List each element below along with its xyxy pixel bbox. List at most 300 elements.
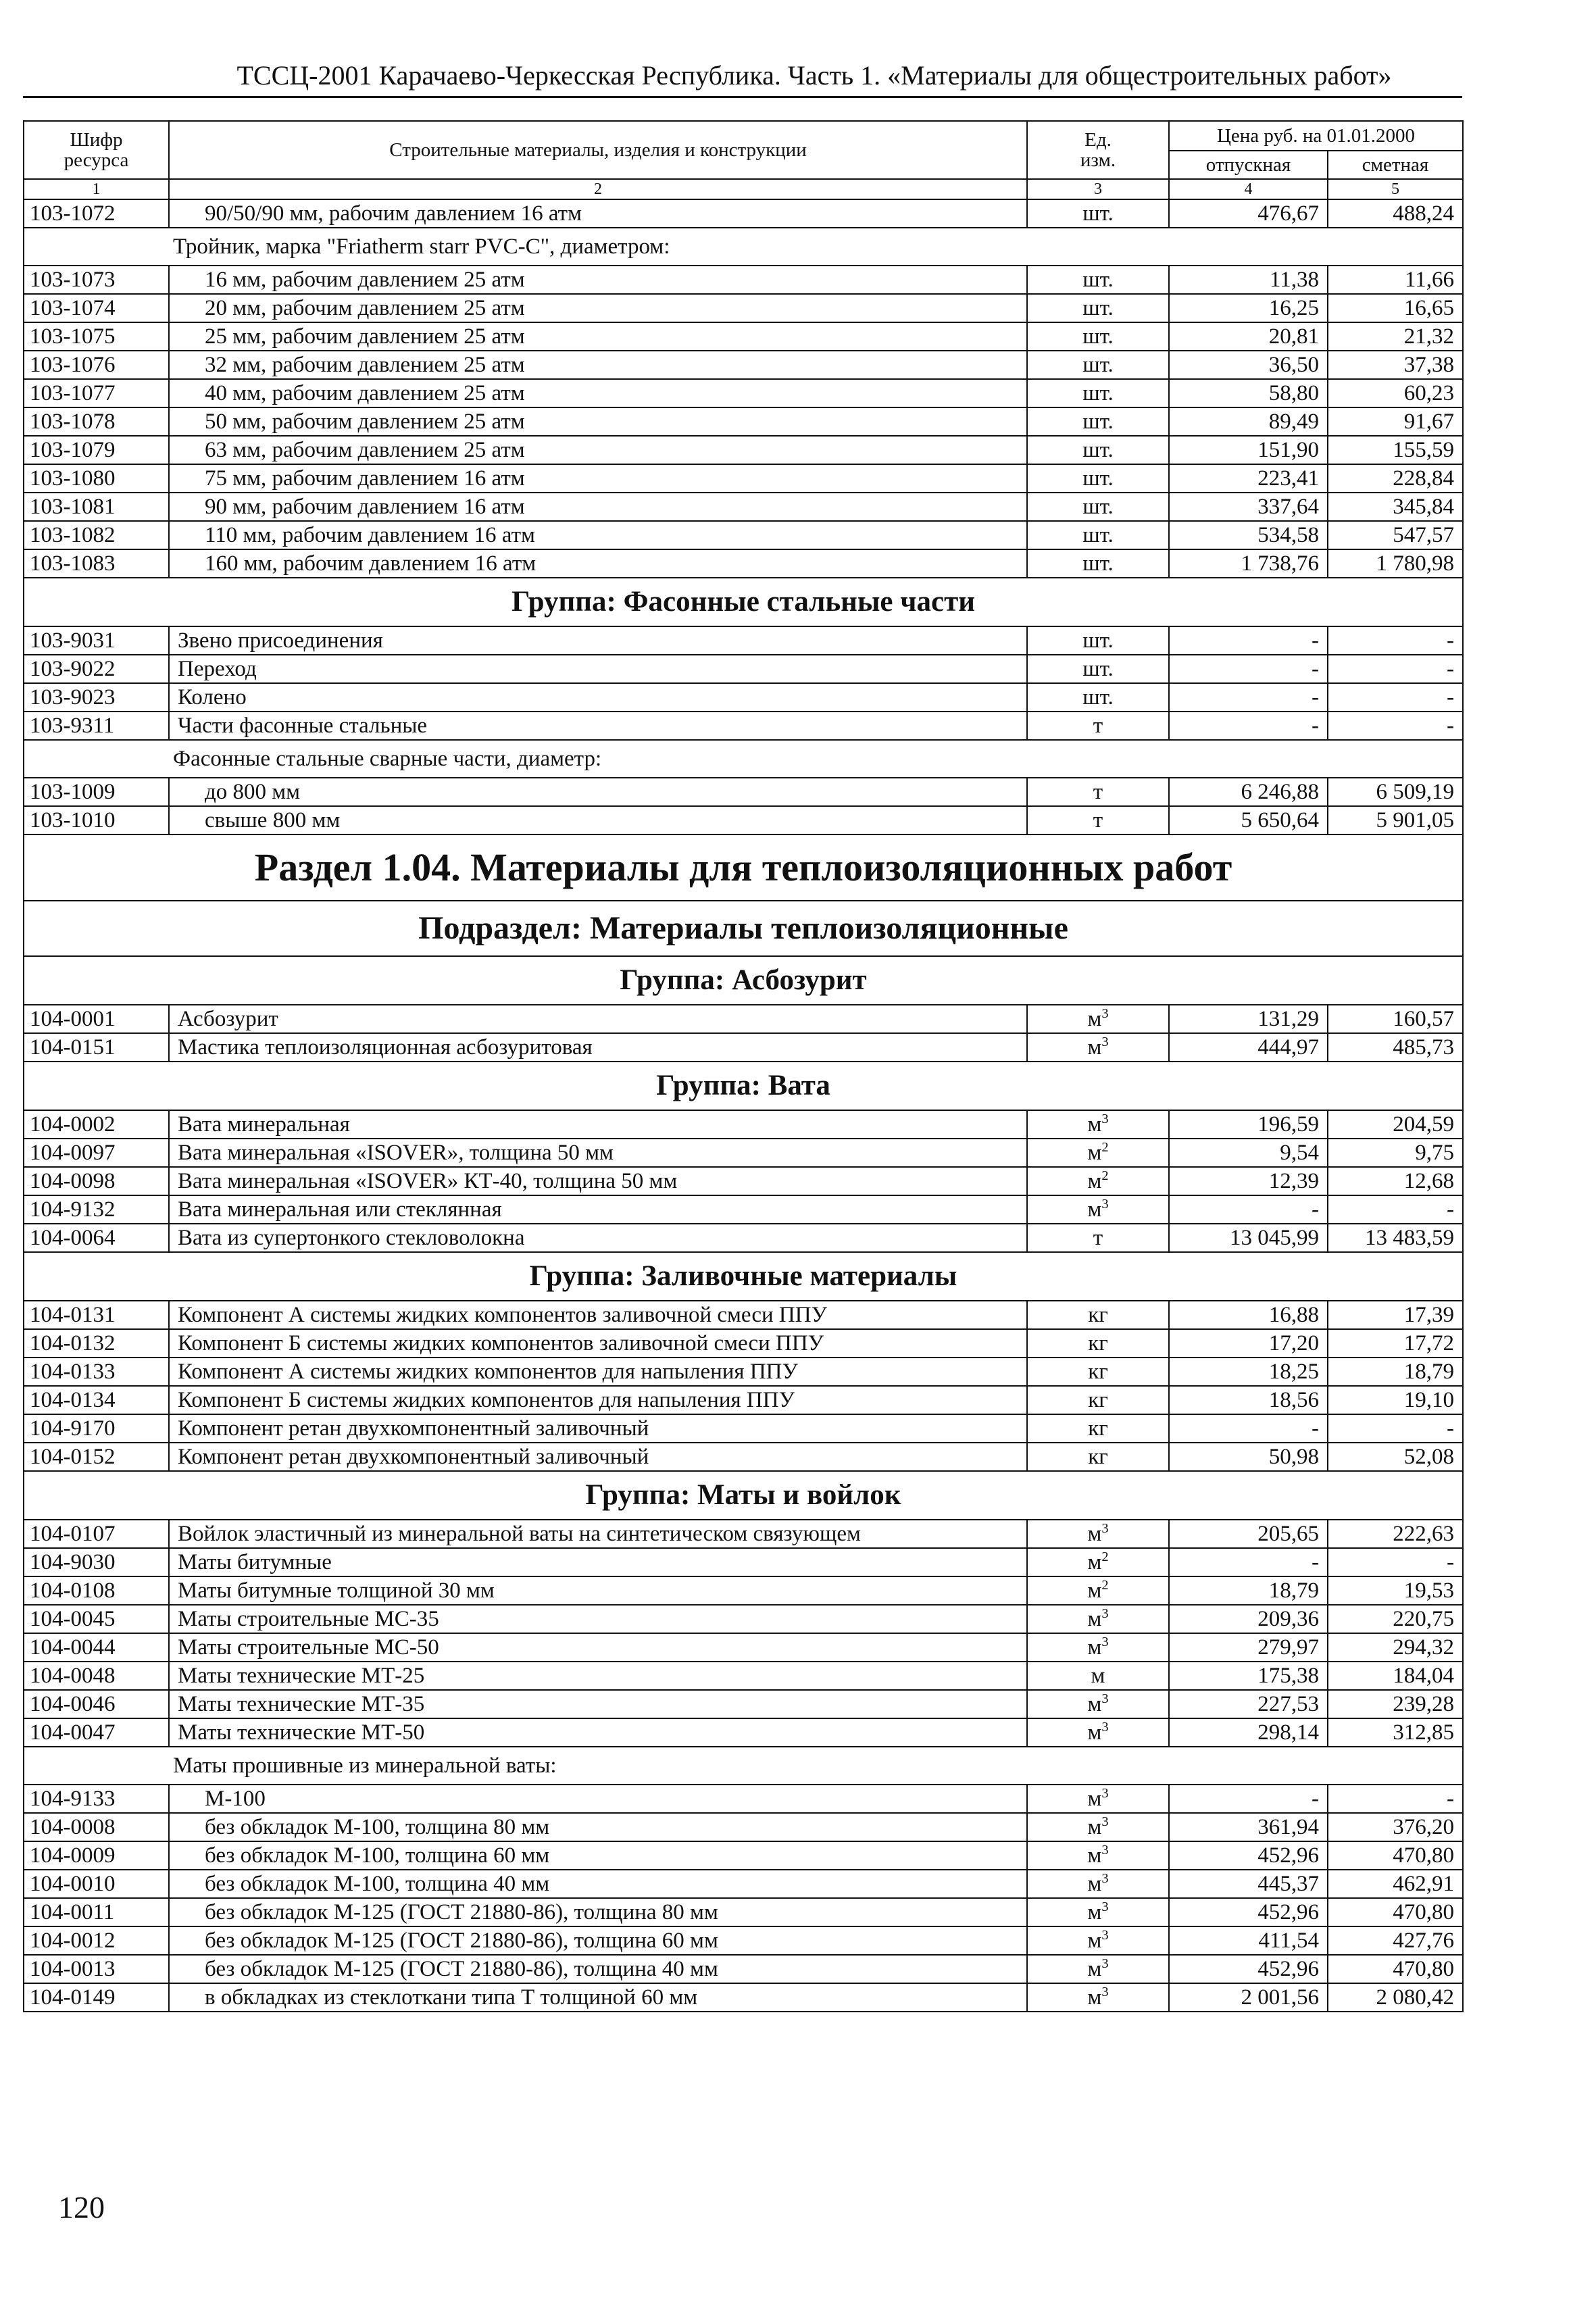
- material-name: Маты технические МТ-25: [169, 1662, 1027, 1690]
- col-header-estimate: сметная: [1328, 151, 1463, 179]
- estimate-price: 91,67: [1328, 407, 1463, 436]
- release-price: 2 001,56: [1169, 1983, 1328, 2012]
- unit-of-measure: [1027, 521, 1169, 549]
- resource-code: 104-0012: [24, 1926, 169, 1955]
- resource-code: 103-1009: [24, 778, 169, 806]
- unit-of-measure: [1027, 1633, 1169, 1662]
- material-name: без обкладок М-100, толщина 60 мм: [169, 1841, 1027, 1870]
- unit-text: кг: [1088, 1416, 1108, 1441]
- material-name: Компонент ретан двухкомпонентный заливочный: [169, 1414, 1027, 1443]
- unit-text: шт.: [1082, 466, 1114, 491]
- release-price: 12,39: [1169, 1167, 1328, 1195]
- material-name: без обкладок М-125 (ГОСТ 21880-86), толщина 60 мм: [169, 1926, 1027, 1955]
- resource-code: 103-1075: [24, 322, 169, 351]
- release-price: 279,97: [1169, 1633, 1328, 1662]
- release-price: -: [1169, 1548, 1328, 1576]
- resource-code: 104-0151: [24, 1033, 169, 1062]
- unit-of-measure: [1027, 655, 1169, 683]
- unit-of-measure: [1027, 436, 1169, 464]
- material-name: 90/50/90 мм, рабочим давлением 16 атм: [169, 199, 1027, 228]
- group-heading: Группа: Вата: [24, 1062, 1463, 1110]
- material-name: Маты строительные МС-35: [169, 1605, 1027, 1633]
- release-price: 476,67: [1169, 199, 1328, 228]
- subheading-row: [24, 1747, 1463, 1785]
- release-price: 18,25: [1169, 1358, 1328, 1386]
- estimate-price: -: [1328, 655, 1463, 683]
- estimate-price: 312,85: [1328, 1718, 1463, 1747]
- resource-code: 104-9170: [24, 1414, 169, 1443]
- unit-exponent: 3: [1101, 1006, 1109, 1021]
- unit-of-measure: [1027, 1414, 1169, 1443]
- subsection-heading: Подраздел: Материалы теплоизоляционные: [24, 901, 1463, 956]
- unit-of-measure: [1027, 1358, 1169, 1386]
- resource-code: 104-0048: [24, 1662, 169, 1690]
- release-price: 5 650,64: [1169, 806, 1328, 835]
- unit-exponent: 3: [1101, 1635, 1109, 1649]
- col-num-1: 1: [24, 179, 169, 199]
- unit-of-measure: [1027, 1955, 1169, 1983]
- unit-of-measure: [1027, 1386, 1169, 1414]
- resource-code: 103-9311: [24, 712, 169, 740]
- release-price: 411,54: [1169, 1926, 1328, 1955]
- unit-text: шт.: [1082, 657, 1114, 681]
- resource-code: 103-1072: [24, 199, 169, 228]
- release-price: 337,64: [1169, 493, 1328, 521]
- unit-exponent: 3: [1101, 1814, 1109, 1829]
- estimate-price: 37,38: [1328, 351, 1463, 379]
- material-name: М-100: [169, 1785, 1027, 1813]
- table-row: [24, 1690, 1463, 1718]
- resource-code: 104-0013: [24, 1955, 169, 1983]
- release-price: 452,96: [1169, 1898, 1328, 1926]
- unit-of-measure: [1027, 1520, 1169, 1548]
- table-row: [24, 199, 1463, 228]
- subheading-text: Маты прошивные из минеральной ваты:: [24, 1747, 1463, 1785]
- col-num-4: 4: [1169, 179, 1328, 199]
- estimate-price: -: [1328, 1195, 1463, 1224]
- estimate-price: 427,76: [1328, 1926, 1463, 1955]
- table-row: [24, 1983, 1463, 2012]
- unit-of-measure: [1027, 1662, 1169, 1690]
- unit-text: кг: [1088, 1445, 1108, 1469]
- header-rule: [23, 96, 1462, 98]
- material-name: Маты технические МТ-35: [169, 1690, 1027, 1718]
- table-row: [24, 521, 1463, 549]
- unit-text: м: [1087, 1900, 1102, 1924]
- table-row: [24, 1926, 1463, 1955]
- unit-text: м: [1087, 1197, 1102, 1222]
- unit-exponent: 3: [1101, 1112, 1109, 1126]
- material-name: 63 мм, рабочим давлением 25 атм: [169, 436, 1027, 464]
- table-row: [24, 1813, 1463, 1841]
- unit-text: т: [1093, 714, 1103, 738]
- subsection-heading-row: [24, 901, 1463, 956]
- material-name: Вата минеральная «ISOVER» КТ-40, толщина 50 мм: [169, 1167, 1027, 1195]
- unit-text: м: [1087, 1815, 1102, 1839]
- unit-of-measure: [1027, 549, 1169, 578]
- resource-code: 104-0133: [24, 1358, 169, 1386]
- table-row: [24, 351, 1463, 379]
- estimate-price: 462,91: [1328, 1870, 1463, 1898]
- col-num-3: 3: [1027, 179, 1169, 199]
- release-price: 36,50: [1169, 351, 1328, 379]
- group-heading: Группа: Фасонные стальные части: [24, 578, 1463, 626]
- unit-text: кг: [1088, 1388, 1108, 1412]
- unit-of-measure: [1027, 683, 1169, 712]
- unit-of-measure: [1027, 1167, 1169, 1195]
- unit-text: шт.: [1082, 523, 1114, 547]
- material-name: Звено присоединения: [169, 626, 1027, 655]
- resource-code: 104-0010: [24, 1870, 169, 1898]
- resource-code: 104-0008: [24, 1813, 169, 1841]
- material-name: 110 мм, рабочим давлением 16 атм: [169, 521, 1027, 549]
- estimate-price: 17,72: [1328, 1329, 1463, 1358]
- unit-of-measure: [1027, 1718, 1169, 1747]
- unit-of-measure: [1027, 1926, 1169, 1955]
- unit-exponent: 3: [1101, 1521, 1109, 1536]
- unit-of-measure: [1027, 1813, 1169, 1841]
- unit-of-measure: [1027, 322, 1169, 351]
- unit-text: кг: [1088, 1303, 1108, 1327]
- estimate-price: -: [1328, 626, 1463, 655]
- col-num-2: 2: [169, 179, 1027, 199]
- unit-exponent: 2: [1101, 1140, 1109, 1155]
- unit-text: шт.: [1082, 268, 1114, 292]
- subheading-text: Тройник, марка "Friatherm starr PVC-C", диаметром:: [24, 228, 1463, 266]
- table-row: [24, 464, 1463, 493]
- estimate-price: 60,23: [1328, 379, 1463, 407]
- release-price: 13 045,99: [1169, 1224, 1328, 1252]
- estimate-price: 294,32: [1328, 1633, 1463, 1662]
- estimate-price: 470,80: [1328, 1955, 1463, 1983]
- release-price: -: [1169, 712, 1328, 740]
- unit-text: м: [1087, 1843, 1102, 1868]
- estimate-price: 17,39: [1328, 1301, 1463, 1329]
- material-name: до 800 мм: [169, 778, 1027, 806]
- material-name: Асбозурит: [169, 1005, 1027, 1033]
- material-name: Вата из супертонкого стекловолокна: [169, 1224, 1027, 1252]
- release-price: 452,96: [1169, 1955, 1328, 1983]
- unit-exponent: 3: [1101, 1606, 1109, 1621]
- resource-code: 104-0064: [24, 1224, 169, 1252]
- resource-code: 103-9022: [24, 655, 169, 683]
- unit-text: шт.: [1082, 324, 1114, 349]
- material-name: Войлок эластичный из минеральной ваты на синтетическом связующем: [169, 1520, 1027, 1548]
- release-price: 58,80: [1169, 379, 1328, 407]
- unit-exponent: 2: [1101, 1578, 1109, 1593]
- estimate-price: -: [1328, 1785, 1463, 1813]
- estimate-price: 5 901,05: [1328, 806, 1463, 835]
- unit-of-measure: [1027, 1841, 1169, 1870]
- table-row: [24, 1195, 1463, 1224]
- material-name: 16 мм, рабочим давлением 25 атм: [169, 266, 1027, 294]
- resource-code: 103-1079: [24, 436, 169, 464]
- material-name: Вата минеральная «ISOVER», толщина 50 мм: [169, 1139, 1027, 1167]
- table-body: [24, 199, 1463, 2012]
- resource-code: 103-1080: [24, 464, 169, 493]
- table-row: [24, 1605, 1463, 1633]
- unit-of-measure: [1027, 1033, 1169, 1062]
- table-row: [24, 1329, 1463, 1358]
- table-row: [24, 655, 1463, 683]
- subheading-row: [24, 740, 1463, 778]
- release-price: 1 738,76: [1169, 549, 1328, 578]
- material-name: Вата минеральная: [169, 1110, 1027, 1139]
- estimate-price: 9,75: [1328, 1139, 1463, 1167]
- estimate-price: 16,65: [1328, 294, 1463, 322]
- estimate-price: 184,04: [1328, 1662, 1463, 1690]
- table-row: [24, 1718, 1463, 1747]
- release-price: 175,38: [1169, 1662, 1328, 1690]
- table-row: [24, 436, 1463, 464]
- resource-code: 104-0011: [24, 1898, 169, 1926]
- unit-of-measure: [1027, 806, 1169, 835]
- unit-of-measure: [1027, 294, 1169, 322]
- unit-text: м: [1087, 1007, 1102, 1031]
- material-name: Компонент Б системы жидких компонентов для напыления ППУ: [169, 1386, 1027, 1414]
- unit-exponent: 3: [1101, 1928, 1109, 1943]
- unit-text: м: [1087, 1872, 1102, 1896]
- unit-of-measure: [1027, 351, 1169, 379]
- estimate-price: 19,10: [1328, 1386, 1463, 1414]
- release-price: -: [1169, 626, 1328, 655]
- material-name: Вата минеральная или стеклянная: [169, 1195, 1027, 1224]
- material-name: Переход: [169, 655, 1027, 683]
- release-price: -: [1169, 1785, 1328, 1813]
- release-price: 452,96: [1169, 1841, 1328, 1870]
- estimate-price: 470,80: [1328, 1898, 1463, 1926]
- estimate-price: 13 483,59: [1328, 1224, 1463, 1252]
- unit-of-measure: [1027, 1785, 1169, 1813]
- material-name: 75 мм, рабочим давлением 16 атм: [169, 464, 1027, 493]
- estimate-price: 18,79: [1328, 1358, 1463, 1386]
- table-row: [24, 1301, 1463, 1329]
- unit-text: шт.: [1082, 381, 1114, 405]
- material-name: 20 мм, рабочим давлением 25 атм: [169, 294, 1027, 322]
- unit-text: шт.: [1082, 353, 1114, 377]
- material-name: 40 мм, рабочим давлением 25 атм: [169, 379, 1027, 407]
- estimate-price: 345,84: [1328, 493, 1463, 521]
- unit-exponent: 3: [1101, 1985, 1109, 1999]
- table-row: [24, 1005, 1463, 1033]
- material-name: 90 мм, рабочим давлением 16 атм: [169, 493, 1027, 521]
- material-name: без обкладок М-100, толщина 80 мм: [169, 1813, 1027, 1841]
- unit-of-measure: [1027, 1110, 1169, 1139]
- table-row: [24, 294, 1463, 322]
- resource-code: 103-1081: [24, 493, 169, 521]
- table-row: [24, 379, 1463, 407]
- unit-exponent: 3: [1101, 1691, 1109, 1706]
- release-price: 20,81: [1169, 322, 1328, 351]
- unit-of-measure: [1027, 1605, 1169, 1633]
- resource-code: 104-0002: [24, 1110, 169, 1139]
- release-price: 11,38: [1169, 266, 1328, 294]
- resource-code: 104-0132: [24, 1329, 169, 1358]
- page-number: 120: [58, 2190, 105, 2224]
- table-row: [24, 266, 1463, 294]
- resource-code: 103-9031: [24, 626, 169, 655]
- release-price: 209,36: [1169, 1605, 1328, 1633]
- price-table: [23, 120, 1464, 2012]
- unit-text: м: [1091, 1664, 1105, 1688]
- unit-of-measure: [1027, 1443, 1169, 1471]
- estimate-price: 52,08: [1328, 1443, 1463, 1471]
- estimate-price: 239,28: [1328, 1690, 1463, 1718]
- subheading-row: [24, 228, 1463, 266]
- resource-code: 103-1083: [24, 549, 169, 578]
- unit-text: шт.: [1082, 628, 1114, 653]
- unit-of-measure: [1027, 1224, 1169, 1252]
- resource-code: 104-0045: [24, 1605, 169, 1633]
- estimate-price: 220,75: [1328, 1605, 1463, 1633]
- col-header-release: отпускная: [1169, 151, 1328, 179]
- unit-text: м: [1087, 1607, 1102, 1631]
- material-name: Компонент ретан двухкомпонентный заливочный: [169, 1443, 1027, 1471]
- unit-exponent: 2: [1101, 1168, 1109, 1183]
- resource-code: 104-0098: [24, 1167, 169, 1195]
- unit-text: шт.: [1082, 685, 1114, 710]
- release-price: 196,59: [1169, 1110, 1328, 1139]
- table-row: [24, 712, 1463, 740]
- material-name: Мастика теплоизоляционная асбозуритовая: [169, 1033, 1027, 1062]
- release-price: 16,88: [1169, 1301, 1328, 1329]
- resource-code: 104-0009: [24, 1841, 169, 1870]
- release-price: 444,97: [1169, 1033, 1328, 1062]
- release-price: 205,65: [1169, 1520, 1328, 1548]
- group-heading-row: [24, 578, 1463, 626]
- table-row: [24, 1224, 1463, 1252]
- resource-code: 104-0131: [24, 1301, 169, 1329]
- release-price: 298,14: [1169, 1718, 1328, 1747]
- estimate-price: 222,63: [1328, 1520, 1463, 1548]
- estimate-price: 6 509,19: [1328, 778, 1463, 806]
- unit-of-measure: [1027, 493, 1169, 521]
- unit-of-measure: [1027, 464, 1169, 493]
- unit-text: м: [1087, 1957, 1102, 1981]
- estimate-price: -: [1328, 683, 1463, 712]
- release-price: -: [1169, 1414, 1328, 1443]
- resource-code: 104-0108: [24, 1576, 169, 1605]
- table-row: [24, 1576, 1463, 1605]
- release-price: -: [1169, 655, 1328, 683]
- release-price: 151,90: [1169, 436, 1328, 464]
- table-row: [24, 1841, 1463, 1870]
- group-heading: Группа: Маты и войлок: [24, 1471, 1463, 1520]
- unit-text: м: [1087, 1787, 1102, 1811]
- estimate-price: 204,59: [1328, 1110, 1463, 1139]
- table-row: [24, 1167, 1463, 1195]
- release-price: -: [1169, 683, 1328, 712]
- section-heading-row: [24, 835, 1463, 901]
- unit-exponent: 3: [1101, 1035, 1109, 1049]
- unit-of-measure: [1027, 1576, 1169, 1605]
- material-name: 50 мм, рабочим давлением 25 атм: [169, 407, 1027, 436]
- unit-of-measure: [1027, 1195, 1169, 1224]
- estimate-price: 160,57: [1328, 1005, 1463, 1033]
- release-price: 17,20: [1169, 1329, 1328, 1358]
- unit-text: м: [1087, 1720, 1102, 1745]
- col-header-unit: Ед. изм.: [1027, 121, 1169, 179]
- estimate-price: 485,73: [1328, 1033, 1463, 1062]
- estimate-price: 21,32: [1328, 322, 1463, 351]
- unit-of-measure: [1027, 1005, 1169, 1033]
- col-header-name: Строительные материалы, изделия и конструкции: [169, 121, 1027, 179]
- unit-text: шт.: [1082, 495, 1114, 519]
- table-row: [24, 1139, 1463, 1167]
- unit-exponent: 3: [1101, 1786, 1109, 1801]
- release-price: 9,54: [1169, 1139, 1328, 1167]
- unit-exponent: 3: [1101, 1899, 1109, 1914]
- release-price: 534,58: [1169, 521, 1328, 549]
- group-heading: Группа: Заливочные материалы: [24, 1252, 1463, 1301]
- table-row: [24, 1870, 1463, 1898]
- estimate-price: 228,84: [1328, 464, 1463, 493]
- col-header-price: Цена руб. на 01.01.2000: [1169, 121, 1463, 151]
- col-num-5: 5: [1328, 179, 1463, 199]
- group-heading-row: [24, 1471, 1463, 1520]
- unit-of-measure: [1027, 1329, 1169, 1358]
- estimate-price: 155,59: [1328, 436, 1463, 464]
- group-heading: Группа: Асбозурит: [24, 956, 1463, 1005]
- table-row: [24, 1662, 1463, 1690]
- unit-text: м: [1087, 1169, 1102, 1193]
- material-name: Маты битумные: [169, 1548, 1027, 1576]
- unit-text: м: [1087, 1522, 1102, 1546]
- table-row: [24, 778, 1463, 806]
- material-name: Части фасонные стальные: [169, 712, 1027, 740]
- resource-code: 104-0001: [24, 1005, 169, 1033]
- unit-of-measure: [1027, 1898, 1169, 1926]
- unit-exponent: 3: [1101, 1720, 1109, 1735]
- unit-of-measure: [1027, 1983, 1169, 2012]
- resource-code: 103-1010: [24, 806, 169, 835]
- estimate-price: 19,53: [1328, 1576, 1463, 1605]
- group-heading-row: [24, 1062, 1463, 1110]
- material-name: свыше 800 мм: [169, 806, 1027, 835]
- table-row: [24, 1955, 1463, 1983]
- resource-code: 104-0097: [24, 1139, 169, 1167]
- unit-text: кг: [1088, 1331, 1108, 1355]
- material-name: 160 мм, рабочим давлением 16 атм: [169, 549, 1027, 578]
- release-price: 18,56: [1169, 1386, 1328, 1414]
- table-row: [24, 1414, 1463, 1443]
- release-price: 50,98: [1169, 1443, 1328, 1471]
- table-row: [24, 1110, 1463, 1139]
- unit-text: шт.: [1082, 438, 1114, 462]
- release-price: 223,41: [1169, 464, 1328, 493]
- unit-text: м: [1087, 1985, 1102, 2010]
- estimate-price: -: [1328, 1548, 1463, 1576]
- unit-text: м: [1087, 1635, 1102, 1660]
- release-price: 227,53: [1169, 1690, 1328, 1718]
- release-price: 16,25: [1169, 294, 1328, 322]
- table-row: [24, 407, 1463, 436]
- estimate-price: 470,80: [1328, 1841, 1463, 1870]
- release-price: 89,49: [1169, 407, 1328, 436]
- estimate-price: 376,20: [1328, 1813, 1463, 1841]
- material-name: 25 мм, рабочим давлением 25 атм: [169, 322, 1027, 351]
- unit-text: шт.: [1082, 409, 1114, 434]
- group-heading-row: [24, 1252, 1463, 1301]
- resource-code: 104-0107: [24, 1520, 169, 1548]
- material-name: Маты битумные толщиной 30 мм: [169, 1576, 1027, 1605]
- unit-text: т: [1093, 808, 1103, 832]
- table-row: [24, 493, 1463, 521]
- unit-text: м: [1087, 1550, 1102, 1574]
- table-row: [24, 549, 1463, 578]
- release-price: 361,94: [1169, 1813, 1328, 1841]
- estimate-price: 11,66: [1328, 266, 1463, 294]
